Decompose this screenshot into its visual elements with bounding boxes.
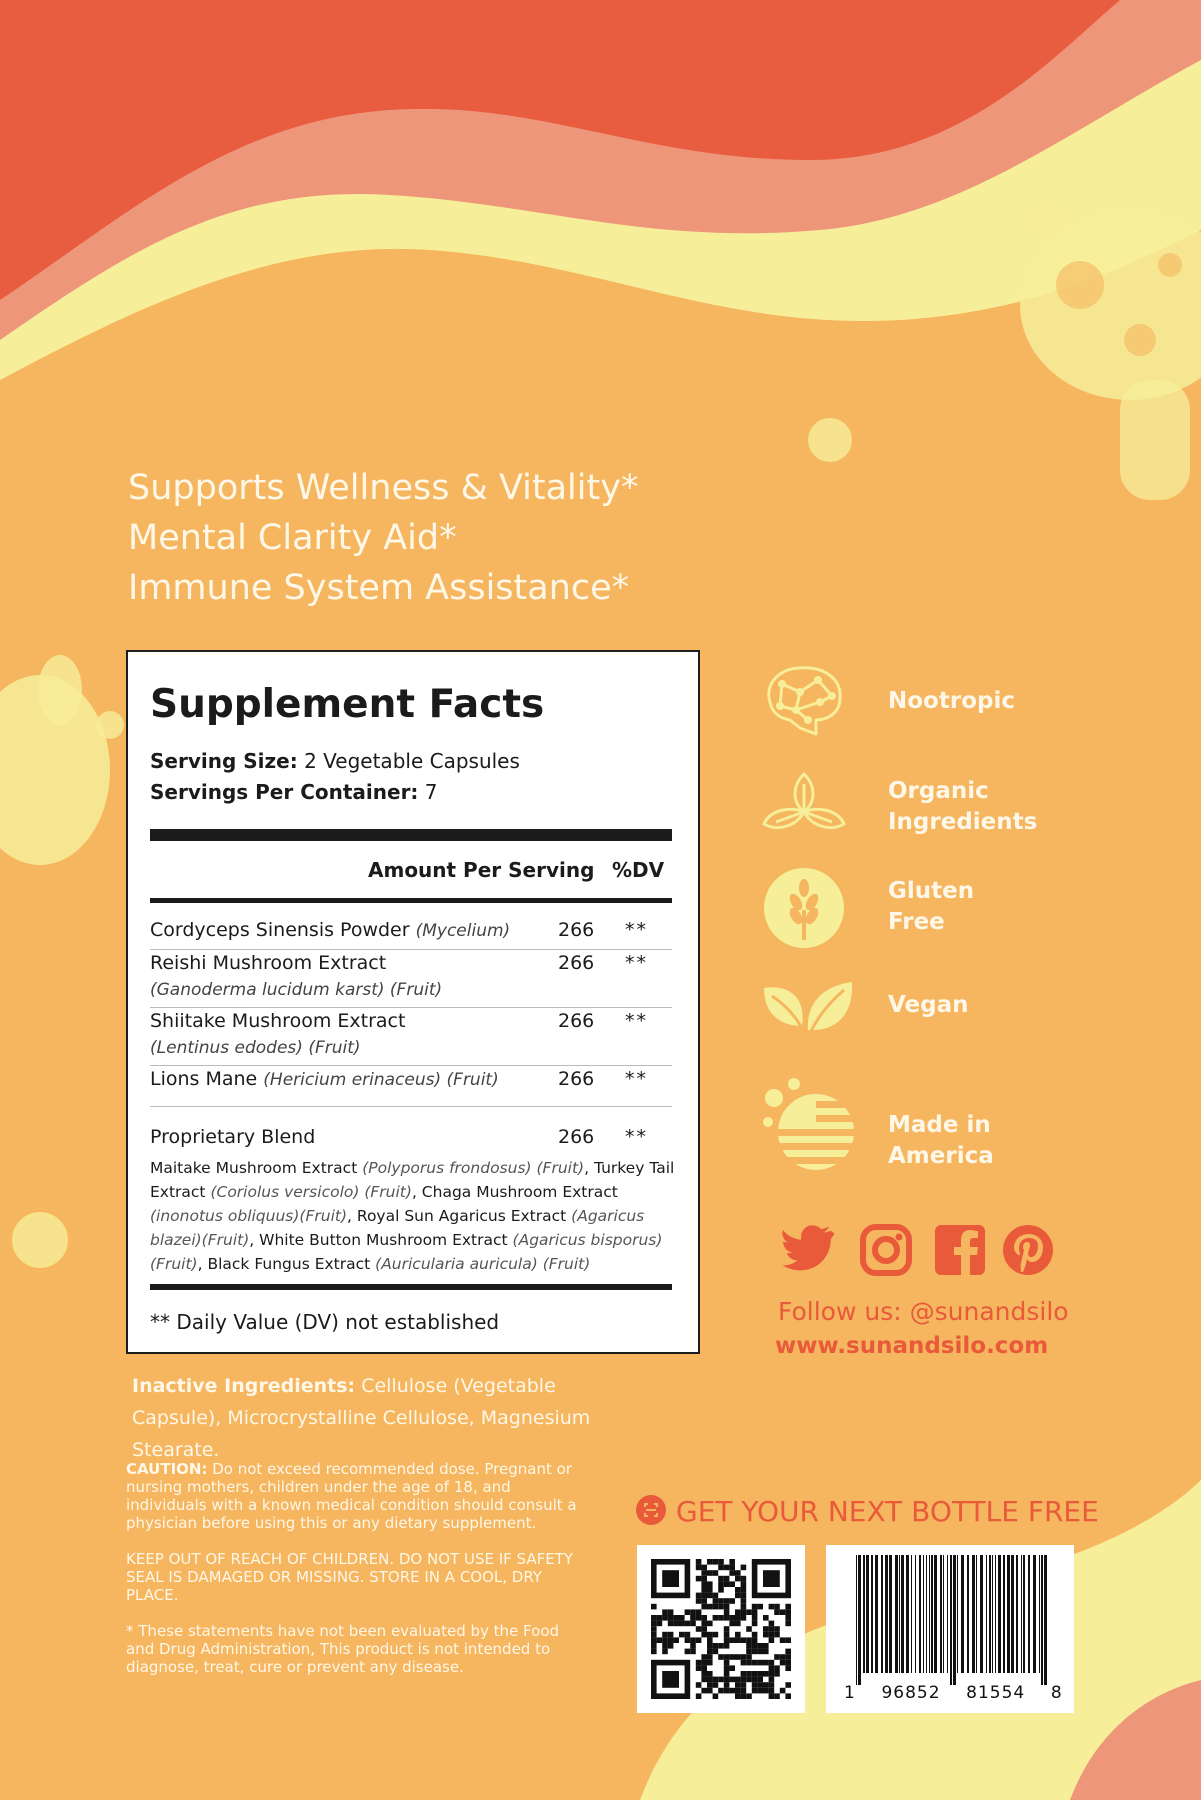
leaf-sprout-icon <box>760 770 848 838</box>
facts-title: Supplement Facts <box>150 682 545 727</box>
ingredient-latin: (Lentinus edodes) (Fruit) <box>150 1038 361 1058</box>
ingredient-dv: ** <box>625 952 648 974</box>
brain-icon <box>760 662 848 740</box>
ingredient-latin: (Ganoderma lucidum karst) (Fruit) <box>150 980 443 1000</box>
ingredient-dv: ** <box>625 1010 648 1032</box>
claim-clarity: Mental Clarity Aid* <box>128 518 457 558</box>
divider-medium <box>150 898 672 903</box>
ingredient-latin: (Mycelium) <box>415 921 511 941</box>
feature-made-in-america: Made in America <box>888 1112 994 1169</box>
ingredient-name: Cordyceps Sinensis Powder <box>150 919 410 941</box>
qr-code[interactable] <box>637 1545 805 1713</box>
caution-text: CAUTION: Do not exceed recommended dose. Pregnant or nursing mothers, children under the age of 18, and individuals with a known medical condition should consult a physician before using this or any dietary supplement. <box>126 1460 577 1532</box>
supplement-facts-panel <box>126 650 700 1354</box>
instagram-icon[interactable] <box>858 1222 914 1278</box>
inactive-ingredients <box>132 1370 612 1466</box>
facebook-icon[interactable] <box>932 1222 988 1278</box>
claim-immune: Immune System Assistance* <box>128 568 630 608</box>
inactive-text: Cellulose (Vegetable Capsule), Microcrystalline Cellulose, Magnesium Stearate. <box>132 1375 591 1461</box>
feature-organic: Organic Ingredients <box>888 778 1038 835</box>
website-link[interactable]: www.sunandsilo.com <box>775 1333 1049 1359</box>
fda-disclaimer: * These statements have not been evaluated by the Food and Drug Administration, This product is not intended to diagnose, treat, cure or prevent any disease. <box>126 1622 560 1676</box>
serving-size <box>150 749 520 773</box>
qr-code-graphic <box>637 1545 805 1713</box>
ingredient-name: Shiitake Mushroom Extract <box>150 1010 406 1032</box>
ingredient-latin: (Hericium erinaceus) (Fruit) <box>263 1070 499 1090</box>
blend-ingredients: Maitake Mushroom Extract (Polyporus frondosus) (Fruit), Turkey Tail Extract (Coriolus versicolo) (Fruit), Chaga Mushroom Extract (inonotus obliquus)(Fruit), Royal Sun Agaricus Extract (Agaricus blazei)(Fruit), White Button Mushroom Extract (Agaricus bisporus)(Fruit), Black Fungus Extract (Auricularia auricula) (Fruit) <box>150 1159 675 1273</box>
ingredient-row <box>150 1010 672 1066</box>
amount-per-serving-header: Amount Per Serving <box>368 858 595 882</box>
promo-banner[interactable] <box>636 1495 1099 1528</box>
ingredient-row <box>150 952 672 1008</box>
feature-nootropic: Nootropic <box>888 688 1015 714</box>
proprietary-blend-row <box>150 1126 672 1156</box>
dv-header: %DV <box>612 858 665 882</box>
row-divider <box>150 949 672 950</box>
inactive-label: Inactive Ingredients: <box>132 1375 356 1397</box>
flag-icon <box>760 1076 860 1174</box>
blend-amount: 266 <box>558 1126 595 1148</box>
blend-name: Proprietary Blend <box>150 1126 316 1148</box>
ingredient-amount: 266 <box>558 919 595 941</box>
ingredient-dv: ** <box>625 919 648 941</box>
ingredient-dv: ** <box>625 1068 648 1090</box>
serving-size-value: 2 Vegetable Capsules <box>304 749 520 773</box>
twitter-icon[interactable] <box>780 1222 836 1278</box>
claim-wellness: Supports Wellness & Vitality* <box>128 468 639 508</box>
servings-per-container <box>150 780 438 804</box>
scan-icon <box>636 1495 666 1525</box>
ingredient-row <box>150 1068 672 1098</box>
blend-dv: ** <box>625 1126 648 1148</box>
ingredient-row <box>150 919 672 949</box>
feature-vegan: Vegan <box>888 992 969 1018</box>
leaves-icon <box>760 978 856 1044</box>
caution-block <box>126 1460 586 1694</box>
divider-bottom <box>150 1284 672 1290</box>
barcode-number: 1 96852 81554 8 <box>844 1683 1063 1703</box>
pinterest-icon[interactable] <box>1000 1222 1056 1278</box>
row-divider <box>150 1065 672 1066</box>
follow-us[interactable]: Follow us: @sunandsilo <box>778 1297 1069 1326</box>
ingredient-amount: 266 <box>558 1010 595 1032</box>
dv-footnote: ** Daily Value (DV) not established <box>150 1310 500 1334</box>
wheat-icon <box>760 864 848 952</box>
servings-value: 7 <box>424 780 438 804</box>
feature-gluten-free: Gluten Free <box>888 878 975 935</box>
serving-size-label: Serving Size: <box>150 749 298 773</box>
divider-thick <box>150 829 672 841</box>
ingredient-amount: 266 <box>558 952 595 974</box>
ingredient-name: Reishi Mushroom Extract <box>150 952 387 974</box>
servings-label: Servings Per Container: <box>150 780 419 804</box>
row-divider <box>150 1007 672 1008</box>
upc-barcode <box>826 1545 1074 1713</box>
product-claims <box>128 463 638 613</box>
ingredient-name: Lions Mane <box>150 1068 258 1090</box>
promo-text: GET YOUR NEXT BOTTLE FREE <box>676 1495 1099 1528</box>
row-divider <box>150 1106 672 1107</box>
ingredient-amount: 266 <box>558 1068 595 1090</box>
keep-out-warning: KEEP OUT OF REACH OF CHILDREN. DO NOT USE IF SAFETY SEAL IS DAMAGED OR MISSING. STORE IN A COOL, DRY PLACE. <box>126 1550 574 1604</box>
